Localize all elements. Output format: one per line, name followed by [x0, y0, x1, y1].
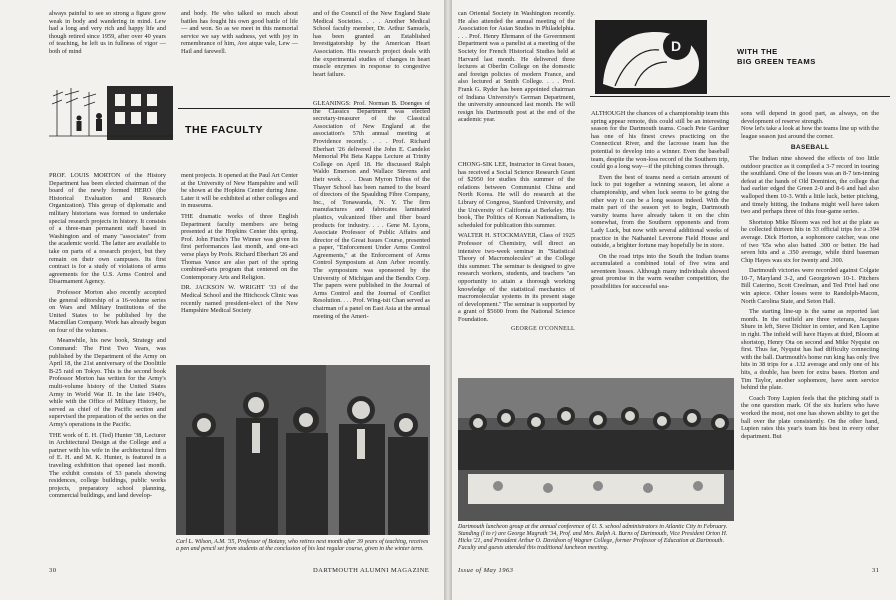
- section-title-faculty: THE FACULTY: [185, 124, 264, 136]
- right-col1-top: can Oriental Society in Washington recently. He also attended the annual meeting of the Association for Asian Studies in Philadelphia. . . . Prof. Henry Ehrmann of the Government Department was a panelist at a meeting of the Society for French Historical Studies held at Harvard last month. He delivered three lectures at Oberlin College on the domestic and foreign policies of modern France, and also lectured at Smith College. . . . Prof. Frank G. Ryder has been appointed chairman of Indiana University's German Department, the university announced last month. He will resign his Dartmouth post at the end of the academic year.: [458, 10, 575, 124]
- faculty-illustration: [49, 86, 173, 140]
- lee-paragraph: CHONG-SIK LEE, Instructor in Great Issues, has received a Social Science Research Grant of $2950 for studies this summer of the relations between Communist China and North Korea. He will do research at the Library of Congress, Stanford University, and the University of California at Berkeley. His book, The Politics of Korean Nationalism, is scheduled for publication this summer.: [458, 161, 575, 229]
- baseball-heading: BASEBALL: [790, 144, 830, 152]
- section-title-big-green: WITH THE BIG GREEN TEAMS: [737, 47, 816, 66]
- left-page-number: 30: [49, 567, 57, 574]
- luncheon-group-photo: [458, 378, 734, 521]
- wilson-photo-caption: Carl L. Wilson, A.M. '35, Professor of Botany, who retires next month after 39 years of teaching, receives a pen and pencil set from students at the conclusion of his last regular course, given in the winter term.: [176, 539, 429, 552]
- svg-text:D: D: [671, 38, 682, 54]
- right-issue-date: Issue of May 1963: [458, 567, 514, 574]
- left-col2-top-text: and body. He who talked so much about battles has fought his own good battle of life — and won. So as we meet in this memorial service we say with sadness, yet with joy in remembrance of him, Ave atque vale, Lew — Hail and farewell.: [181, 10, 298, 55]
- left-col1-top-text: always painful to see so strong a figure grow weak in body and wandering in mind. Lew had a long and very rich and happy life and though retired since 1959, after over 40 years of teaching, he left us in fullness of vigor — both of mind: [49, 10, 166, 55]
- left-col3-main: [313, 100, 430, 362]
- spread-gutter: [444, 0, 452, 600]
- stockmayer-paragraph: WALTER H. STOCKMAYER, Class of 1925 Professor of Chemistry, will direct an intensive two-week seminar in "Statistical Theory of Macromolecules" at the College this summer. The seminar is designed to give research workers, students, and teachers "an opportunity to attain a thorough working knowledge of the statistical mechanics of macromolecular systems in its present stage of development." The seminar is supported by a grant of $5600 from the National Science Foundation.: [458, 232, 575, 323]
- author-byline: GEORGE O'CONNELL: [510, 326, 575, 333]
- drama-paragraph: THE dramatic works of three English Department faculty members are being presented at the Hopkins Center this spring. Prof. John Finch's The Winner was given its first performances last month, and one-act verse plays by Profs. Richard Eberhart '26 and Thomas Vance are also part of the spring combined-arts program that centered on the Contemporary Arts and Religion.: [181, 212, 298, 281]
- left-col1-main: PROF. LOUIS MORTON of the History Department has been elected chairman of the board of the newly formed HERO (the Historical Evaluation and Research Organization). This group of diplomatic and military historians was formed to undertake special research projects in history. It consists of a three-man permanent staff based in Washington and of many "associates" from the academic world. The latter are available to take on parts of a research project, but they remain on their own campuses. Its first contract is for a study of violations of arms agreements for the U.S. Arms Control and Disarmament Agency. Professor Morton also recently accepted the general editorship of a 16-volume series on Wars and Military Institutions of the United States to be published by the Macmillan Company. Work has already begun on four of the volumes. Meanwhile, his new book, Strategy and Command: The First Two Years, was published by the Department of the Army on April 18, the 21st anniversary of the Doolittle B-25 raid on Tokyo. This is the second book Professor Morton has written for the Army's multi-volume history of the United States Army in World War II. In the late 1940's, while with the Office of Military History, he served as chief of the Pacific section and supervised the preparation of the series on the Army's operations in the Pacific. THE work of E. H. (Ted) Hunter '38, Lecturer in Architectural Design at the College and a partner with his wife in the architectural firm of E. H. and M. K. Hunter, is featured in a traveling exhibition that opened last month. The exhibit consists of 53 panels showing residences, college buildings, public works projects, preparatory school planning, commercial buildings, and land develop-: [49, 172, 166, 500]
- left-magazine-title: DARTMOUTH ALUMNI MAGAZINE: [313, 567, 430, 574]
- right-page: [452, 0, 896, 600]
- left-col2-main: ment projects. It opened at the Paul Art Center at the University of New Hampshire and will be shown at the Hopkins Center during June. Later it will be exhibited at other colleges and in museums. THE dramatic works of three English Department faculty members are being presented at the Hopkins Center this spring. Prof. John Finch's The Winner was given its first performances last month, and one-act verse plays by Profs. Richard Eberhart '26 and Thomas Vance are also part of the spring combined-arts program that centered on the Contemporary Arts and Religion. DR. JACKSON W. WRIGHT '33 of the Medical School and the Hitchcock Clinic was recently named president-elect of the New Hampshire Medical Society: [181, 172, 298, 315]
- right-col2-main: ALTHOUGH the chances of a championship team this spring appear remote, this could still be an interesting season for the Dartmouth teams. Coach Pete Gardner has one of his finest crews practicing on the Connecticut River, and the lacrosse team has the potential to develop into a winner. Even the baseball team, despite the won-loss record of the Southern trip, could go a long way—if the pitching comes through. Even the best of teams need a certain amount of luck to put together a winning season, let alone a championship, and when luck seems to be going the other way it can be a long season indeed. With the main part of the season yet to begin, Dartmouth varsity teams have already taken it on the chin somewhat, from the Southern opponents and from Lady Luck, but now with several additional weeks of practice in the Nathaniel Leverone Field House and outside, a brighter fortune may hopefully be in store. On the road trips into the South the Indian teams accumulated a combined total of five wins and seventeen losses. Although many individuals showed great promise in the warm weather competition, the possibilities for successful sea-: [591, 110, 729, 291]
- right-col1-main: [458, 161, 575, 401]
- left-page: [0, 0, 444, 600]
- sports-title-rule: [590, 96, 890, 97]
- right-page-number: 31: [872, 567, 880, 574]
- sports-intro-paragraph: ALTHOUGH the chances of a championship team this spring appear remote, this could still be an interesting season for the Dartmouth teams. Coach Pete Gardner has one of his finest crews practicing on the Connecticut River, and the lacrosse team has the potential to develop into a winner. Even the baseball team, despite the won-loss record of the Southern trip, could go a long way—if the pitching comes through.: [591, 110, 729, 171]
- left-col3-top-text: and of the Council of the New England State Medical Societies. . . . Another Medical School faculty member, Dr. Arthur Samuels, has been granted an Established Investigatorship by the American Heart Association. His research project deals with the experimental studies of changes in heart muscle enzymes in response to congestive heart failure.: [313, 10, 430, 78]
- right-col3-main: sons will depend in good part, as always, on the development of reserve strength. Now let's take a look at how the teams line up with the league season just around the corner. BASEBALL The Indian nine showed the effects of too little outdoor practice as it compiled a 3-7 record in touring the southland. One of the losses was an 8-7 ten-inning defeat at the hands of Old Dominion, the college that had earlier edged the Green 2-0 and 8-6 and had also walloped them 10-3. With a little luck, better pitching, and timely hitting, the Indians might well have taken two and perhaps three of this four-game series. Shortstop Mike Bloom was red hot at the plate as he collected thirteen hits in 33 official trips for a .394 average. Dick Horton, a sophomore catcher, was one of two '65s who also batted .300 or better. He had seven hits and a .350 average, while third baseman Chip Hayes was six for twenty and .300. Dartmouth victories were recorded against Colgate 10-7, Maryland 3-2, and Georgetown 10-1. Pitchers Bill Caterino, Scott Creelman, and Ted Friel had one win apiece. Other losses were to Randolph-Macon, North Carolina State, and Seton Hall. The starting line-up is the same as reported last month. In the outfield are three veterans, Jacques Shure in left, Steve Dichter in center, and Ken Lapine in right. The infield will have Hayes at third, Bloom at shortstop, Henry Ota on second and Mike Nyquist on first. Thus far, Nyquist has had difficulty connecting with the ball. Dartmouth's home run king has only five hits in 38 trips for a .132 average and only one of his hits, a double, has been for extra bases. Horton and Tim Taylor, another sophomore, have seen service behind the plate. Coach Tony Lupien feels that the pitching staff is the one question mark. Of the six hurlers who have worked the most, not one has shown ability to get the ball over the plate consistently. On the other hand, Lupien rates this year's team his best in every other department. But: [741, 110, 879, 440]
- luncheon-photo-caption: Dartmouth luncheon group at the annual conference of U. S. school administrators in Atlantic City in February. Standing (l to r) are George Magrath '34, Prof. and Mrs. Ralph A. Burns of Dartmouth, Vice President Orton H. Hicks '21, and President Arthur O. Davidson of Wagner College, former Professor of Education at Dartmouth. Faculty and guests attended this traditional luncheon meeting.: [458, 524, 728, 551]
- morton-paragraph: PROF. LOUIS MORTON of the History Department has been elected chairman of the board of the newly formed HERO (the Historical Evaluation and Research Organization). This group of diplomatic and military historians was formed to undertake special research projects in history. It consists of a three-man permanent staff based in Washington and of many "associates" from the academic world. The latter are available to take on parts of a research project, but they remain on their own campuses. Its first contract is for a study of violations of arms agreements for the U.S. Arms Control and Disarmament Agency.: [49, 172, 166, 286]
- baseball-glove-illustration: [595, 20, 707, 94]
- hunter-paragraph: THE work of E. H. (Ted) Hunter '38, Lecturer in Architectural Design at the College and a partner with his wife in the architectural firm of E. H. and M. K. Hunter, is featured in a traveling exhibition that opened last month. The exhibit consists of 53 panels showing residences, college buildings, public works projects, preparatory school planning, commercial buildings, and land develop-: [49, 431, 166, 500]
- wright-paragraph: DR. JACKSON W. WRIGHT '33 of the Medical School and the Hitchcock Clinic was recently named president-elect of the New Hampshire Medical Society: [181, 284, 298, 315]
- gleanings-paragraph: GLEANINGS: Prof. Norman B. Doenges of the Classics Department was elected secretary-treasurer of the Classical Association of New England at the association's 57th annual meeting at Providence recently. . . . Prof. Richard Eberhart '26 delivered the John E. Candelot Memorial Phi Beta Kappa Lecture at Trinity College on April 18. He discussed Ralph Waldo Emerson and Wallace Stevens and their work. . . . Dean Myron Tribus of the Thayer School has been named to the board of directors of the Spaulding Fibre Company, Inc., of Tonawanda, N. Y. The firm manufactures and fabricates laminated plastics, vulcanized fiber and fiber board products for industry. . . . Gene M. Lyons, Associate Professor of Public Affairs and director of the Great Issues Course, presented a paper, "Enforcement Under Arms Control Agreements," at the Enforcement of Arms Control Symposium at Ann Arbor recently. The symposium was sponsored by the University of Michigan and the Bendix Corp. The papers were published in the Journal of Arms Control and the Journal of Conflict Resolution. . . . Prof. Wing-tsit Chan served as chairman of a panel on East Asia at the annual meeting of the Ameri-: [313, 100, 430, 320]
- wilson-retirement-photo: [176, 365, 430, 535]
